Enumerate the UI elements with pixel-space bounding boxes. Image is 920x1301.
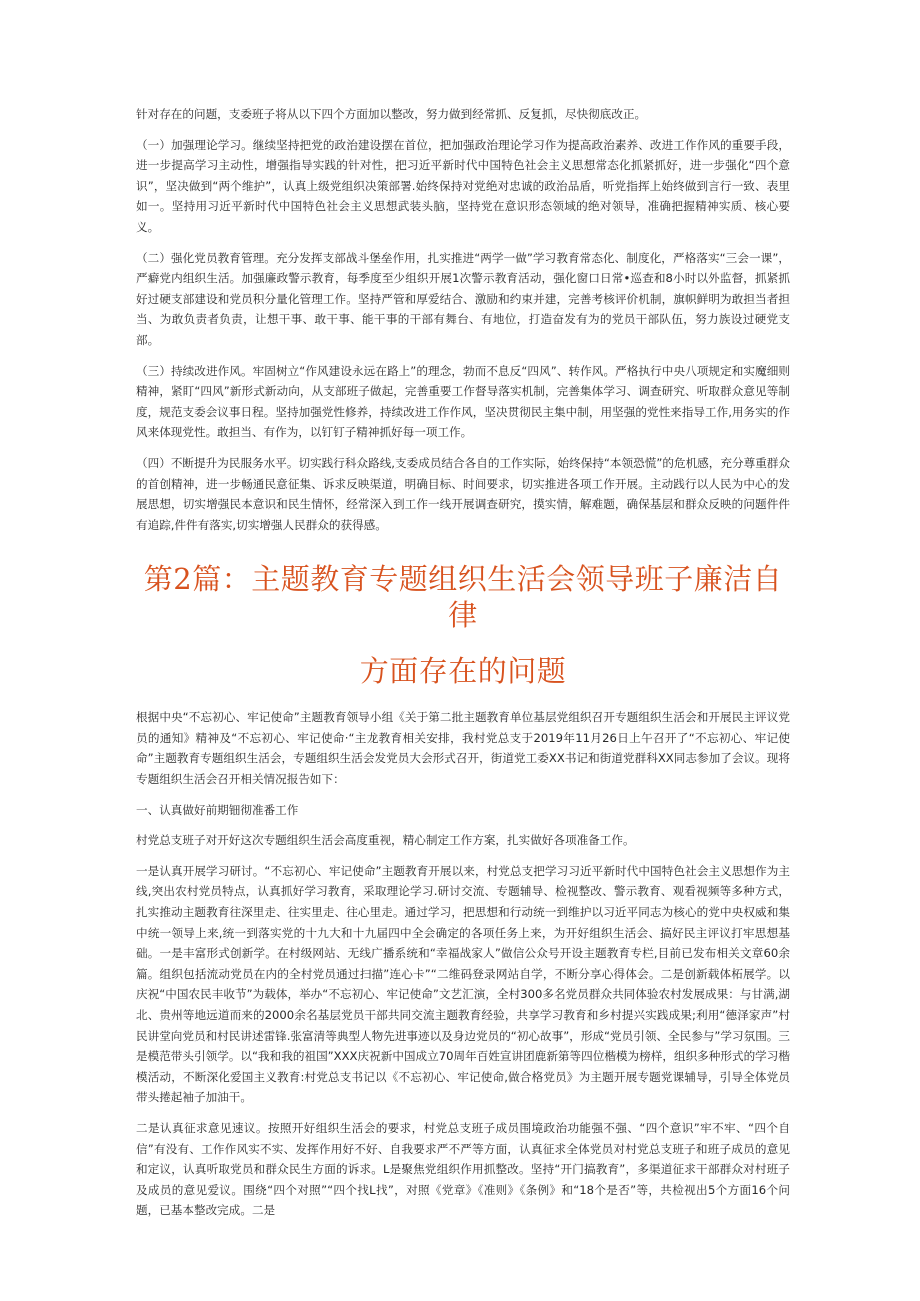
section-heading: 一、认真做好前期钿彻准番工作: [136, 802, 299, 817]
measure-paragraph-2: （二）强化党员教育管理。充分发挥支部战斗堡垒作用，扎实推进“两学一做”学习教育常态化、制度化，严格落实“三会一课”，严癖党内组织生活。加强廉政警示教育，每季度至少组织开展1次警示教育活动，强化窗口日常•巡查和8小时以外监督，抓紧抓好过硬支部建设和党员积分量化管理工作。坚持严管和厚爱结合、激励和约束并建，完善考核评价机制，旗帜鲜明为敢担当者担当、为敢负责者负责，让想干事、敢干事、能干事的干部有舞台、有地位，打造奋发有为的党员干部队伍，努力族设过硬党支部。: [136, 250, 790, 347]
article-title-line-2: 方面存在的问题: [359, 654, 567, 689]
intro-paragraph: 针对存在的问题，支委班子将从以下四个方面加以整改，努力做到经常抓、反复抓，尽快彻底改正。: [136, 107, 647, 121]
article-title-line-1: 第2篇：主题教育专题组织生活会领导班子廉洁自律: [143, 562, 783, 633]
measure-paragraph-4: （四）不断提升为民服务水平。切实践行科众路线,支委成员结合各自的工作实际，始终保持“本领恐慌”的危机感，充分尊重群众的首创精神，进一步畅通民意征集、诉求反映渠道，明确目标、时间要求，切实推进各项工作开展。主动践行以人民为中心的发展思想，切实增强民本意识和民生情怀，经常深入到工作一线开展调查研究，摸实情，解难题，确保基层和群众反映的问题件件有追踪,件件有落实,切实增强人民群众的获得感。: [136, 455, 790, 532]
opinion-paragraph: 二是认真征求意见速议。按照开好组织生活会的要求，村党总支班子成员围境政治功能强不强、“四个意识”牢不牢、“四个自信”有没有、工作作风实不实、发挥作用好不好、自我要求严不严等方面，认真征求全体党员对村党总支班子和班子成员的意见和定议，认真听取党员和群众民生方面的诉求。L是聚焦党组织作用抓整改。坚持“开门搞教育”，多渠道征求干部群众对村班子及成员的意见爱议。围绕“四个对照”“四个找L找”，对照《党章》《准则》《条例》和“18个是否”等，共检视出5个方面16个问题，已基本整改完成。二是: [136, 1120, 790, 1218]
measure-paragraph-1: （一）加强理论学习。继续坚持把党的政治建设摆在首位，把加强政治理论学习作为提高政治素养、改进工作作风的重要手段，进一步提高学习主动性，增强指导实践的针对性，把习近平新时代中国特色社会主义思想常态化抓紧抓好，进一步强化“四个意识”，坚决做到“两个维护”，认真上级党组织决策部署.始终保持对党绝对忠诚的政治品盾，听党指挥上始终做到言行一致、表里如一。坚持用习近平新时代中国特色社会主义思想武装头脑，坚持党在意识形态领域的绝对领导，准确把握精神实质、核心要义。: [136, 137, 790, 234]
section-intro-paragraph: 村党总支班子对开好这次专题组织生活会高度重视，精心制定工作方案，扎实做好各项准备工作。: [136, 833, 635, 848]
opening-paragraph: 根据中央“不忘初心、牢记使命”主题教育领导小组《关于第二批主题教育单位基层党组织召开专题组织生活会和开展民主评议党员的通知》精神及“不忘初心、牢记使命·“主龙教育相关安排，我村党总支于2019年11月26日上午召开了“不忘初心、牢记使命”主题教育专题组织生活会，专题组织生活会发党员大会形式召开，街道党工委XX书记和街道党群科XX同志参加了会议。现将专题组织生活会召开相关情况报告如下：: [136, 710, 790, 787]
measure-paragraph-3: （三）持续改进作风。牢固树立“作风建设永远在路上”的理念，勃而不息反“四风”、转作风。严格执行中央八项规定和实魔细则精神，紧盯“四风”新形式新动向，从支部班子做起，完善重要工作督导落实机制，完善集体学习、调查研究、听取群众意见等制度，规范支委会议事日程。坚持加强党性修养，持续改进工作作风，坚决贯彻民主集中制，用坚强的党性来指导工作,用务实的作风来体现党性。敢担当、有作为，以钉钉子精神抓好每一项工作。: [136, 363, 790, 440]
study-paragraph: 一是认真开展学习研讨。“不忘初心、牢记使命”主题教育开展以来，村党总支把学习习近平新时代中国特色社会主义思想作为主线,突出农村党员特点，认真抓好学习教育，采取理论学习.研讨交流、专题辅导、检视整改、警示教育、观看视频等多种方式，扎实推动主题教育往深里走、往实里走、往心里走。通过学习，把思想和行动统一到维护以习近平同志为核心的党中央权威和集中统一领导上来,统一到落实党的十九大和十九届四中全会确定的各项任务上来，为开好组织生活会、搞好民主评议打牢思想基础。一是丰富形式创新学。在村级网站、无线广播系统和“幸福战家人”做信公众号开设主题教育专栏,目前已发布相关文章60余篇。组织包括流动党员在内的全村党员通过扫描”连心卡”“二维码登录网站自学，不断分享心得体会。二是创新载体柘展学。以庆祝“中国农民丰收节”为载体，举办“不忘初心、牢记使命”文艺汇演，全村300多名党员群众共同体验农村发展成果：与甘满,湖北、贵州等地远道而来的2000余名基层党员干部共同交流主题教育经验，共享学习教育和乡村提兴实践成果;利用“德泽家声”村民讲堂向党员和村民讲述雷锋.张富清等典型人物先进事迹以及身边党员的“初心故事”，形成“党员引领、全民参与”学习氛围。三是模范带头引领学。以“我和我的祖国”XXX庆祝新中国成立70周年百姓宣讲团鹿新第等四位楷模为榜样，组织多种形式的学习楷模活动，不断深化爱国主义教育:村党总支书记以《不忘初心、牢记使命,做合格党员》为主题开展专题党课辅导，引导全体党员带头捲起袖子加油干。: [136, 863, 790, 1105]
